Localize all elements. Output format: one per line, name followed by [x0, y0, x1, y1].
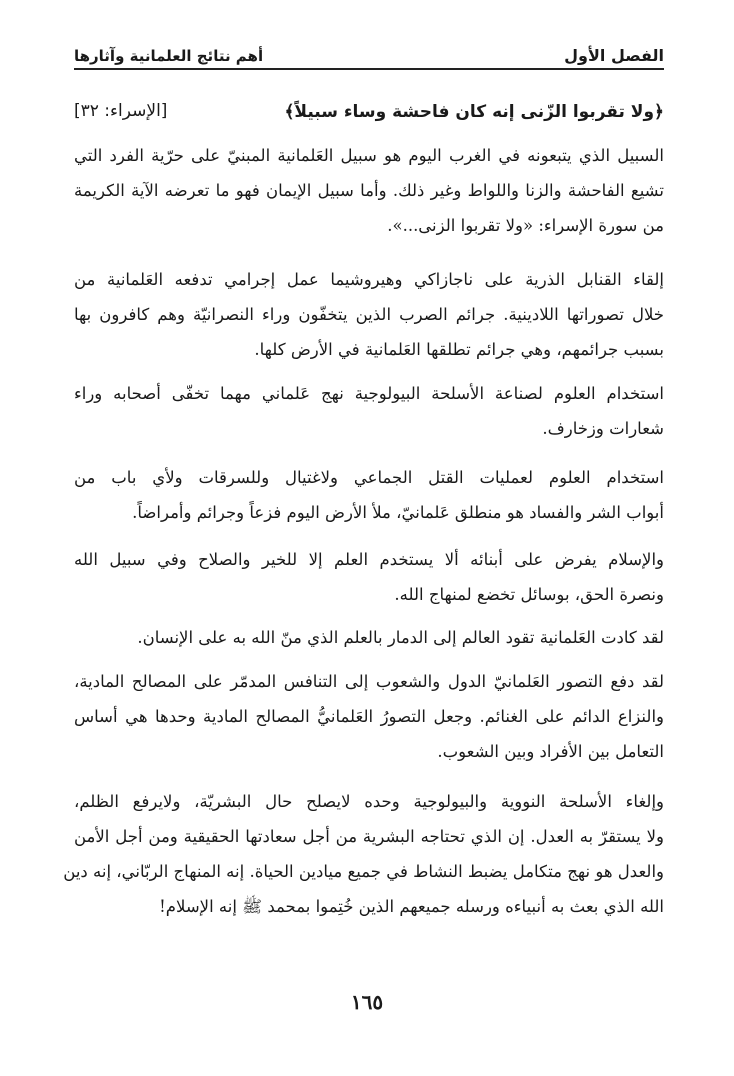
quran-verse-line: [74, 96, 664, 126]
paragraph: [74, 138, 664, 243]
text-line: خلال تصوراتها اللادينية. جرائم الصرب الذين يتخفّون وراء النصرانيّة وهم كافرون بها: [74, 305, 664, 324]
paragraph: [74, 542, 664, 612]
running-header: [74, 40, 664, 66]
paragraph: [74, 460, 664, 530]
text-line: ولا يستقرّ به العدل. إن الذي تحتاجه البشرية من أجل سعادتها الحقيقية ومن أجل الأمن: [74, 827, 664, 846]
text-line: والنزاع الدائم على الغنائم. وجعل التصورُ العَلمانيُّ المصالح المادية وحدها هي أساس: [74, 707, 664, 726]
verse-reference: [الإسراء: ٣٢]: [74, 101, 168, 121]
paragraph: [63, 784, 664, 924]
chapter-title: الفصل الأول: [564, 46, 664, 65]
paragraph: [74, 376, 664, 446]
text-line: السبيل الذي يتبعونه في الغرب اليوم هو سبيل العَلمانية المبنيّ على حرّية الفرد التي: [74, 146, 664, 165]
text-line: من سورة الإسراء: «ولا تقربوا الزنى...».: [387, 216, 664, 235]
text-line: لقد دفع التصور العَلمانيّ الدول والشعوب إلى التنافس المدمّر على المصالح المادية،: [74, 672, 664, 691]
book-title: أهم نتائج العلمانية وآثارها: [74, 47, 264, 65]
quran-verse: ﴿ولا تقربوا الزّنى إنه كان فاحشة وساء سبيلاً﴾: [284, 101, 664, 122]
text-line: إلقاء القنابل الذرية على ناجازاكي وهيروشيما عمل إجرامي تدفعه العَلمانية من: [74, 270, 664, 289]
text-line: التعامل بين الأفراد وبين الشعوب.: [437, 742, 664, 761]
text-line: استخدام العلوم لصناعة الأسلحة البيولوجية نهج عَلماني مهما تخفّى أصحابه وراء: [74, 384, 664, 403]
text-line: شعارات وزخارف.: [542, 419, 664, 438]
text-line: بسبب جرائمهم، وهي جرائم تطلقها العَلمانية في الأرض كلها.: [254, 340, 664, 359]
text-line: والإسلام يفرض على أبنائه ألا يستخدم العلم إلا للخير والصلاح وفي سبيل الله: [74, 550, 664, 569]
text-line: والعدل هو نهج متكامل يضبط النشاط في جميع ميادين الحياة. إنه المنهاج الربّاني، إنه دين: [63, 862, 664, 881]
paragraph: [74, 262, 664, 367]
header-rule: [74, 68, 664, 70]
text-line: استخدام العلوم لعمليات القتل الجماعي ولاغتيال وللسرقات ولأي باب من: [74, 468, 664, 487]
text-line: ونصرة الحق، بوسائل تخضع لمنهاج الله.: [394, 585, 664, 604]
text-line: وإلغاء الأسلحة النووية والبيولوجية وحده لايصلح حال البشريّة، ولايرفع الظلم،: [74, 792, 664, 811]
text-line: لقد كادت العَلمانية تقود العالم إلى الدمار بالعلم الذي منّ الله به على الإنسان.: [137, 628, 664, 647]
text-line: الله الذي بعث به أنبياءه ورسله جميعهم الذين خُتِموا بمحمد ﷺ إنه الإسلام!: [159, 897, 664, 916]
text-line: أبواب الشر والفساد هو منطلق عَلمانيّ، ملأ الأرض اليوم فزعاً وجرائم وأمراضاً.: [132, 503, 664, 522]
paragraph: [74, 620, 664, 655]
paragraph: [74, 664, 664, 769]
page-number: ١٦٥: [350, 990, 384, 1014]
text-line: تشيع الفاحشة والزنا واللواط وغير ذلك. وأما سبيل الإيمان فهو ما تعرضه الآية الكريمة: [74, 181, 664, 200]
